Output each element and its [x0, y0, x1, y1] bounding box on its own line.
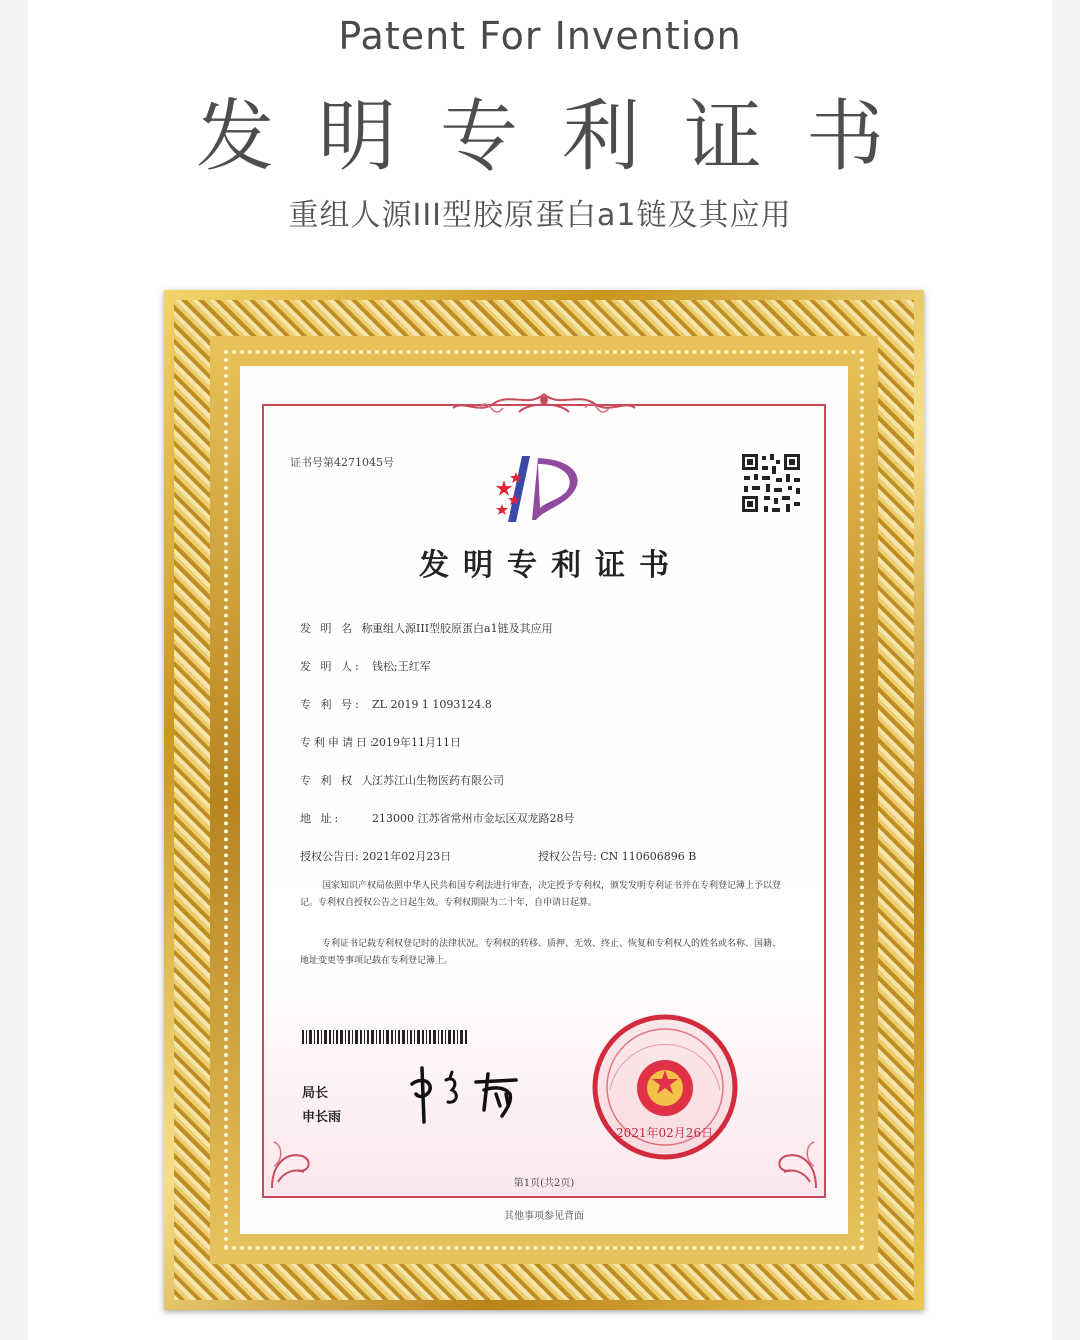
field-inventor [300, 658, 431, 674]
footer-note: 其他事项参见背面 [504, 1211, 584, 1222]
handwritten-signature-icon [406, 1060, 546, 1130]
field-patentee [300, 772, 504, 788]
field-value: 2019年11月11日 [372, 736, 461, 749]
field-invention-name [300, 620, 553, 636]
patent-certificate [240, 366, 848, 1234]
field-value: 钱松;王红军 [372, 660, 431, 673]
certificate-title: 发明专利证书 [419, 548, 683, 583]
certificate-number: 证书号第4271045号 [290, 456, 394, 469]
field-application-date [300, 734, 461, 750]
grant-number: 授权公告号: CN 110606896 B [538, 850, 697, 863]
chief-name: 申长雨 [302, 1110, 342, 1125]
patent-subtitle: 重组人源III型胶原蛋白a1链及其应用 [288, 198, 792, 233]
field-address [300, 810, 574, 826]
certificate-paragraph-1: 国家知识产权局依照中华人民共和国专利法进行审查，决定授予专利权，颁发发明专利证书并在专利登记簿上予以登记。专利权自授权公告之日起生效。专利权期限为二十年，自申请日起算。 [300, 881, 782, 908]
field-label: 专 利 权 人: [300, 774, 383, 787]
patent-office-logo-icon [494, 450, 594, 526]
field-value: 重组人源III型胶原蛋白a1链及其应用 [372, 622, 553, 635]
seal-date: 2021年02月26日 [616, 1126, 714, 1140]
barcode-icon [302, 1030, 468, 1044]
field-label: 发 明 人: [300, 660, 362, 673]
field-patent-number [300, 696, 492, 712]
certificate-border [262, 404, 826, 1198]
grant-info-row [300, 848, 697, 864]
chief-title: 局长 [302, 1086, 329, 1101]
field-value: ZL 2019 1 1093124.8 [372, 698, 492, 711]
qr-code-icon [740, 452, 802, 514]
field-value: 江苏江山生物医药有限公司 [372, 774, 504, 787]
title-chinese: 发明专利证书 [195, 92, 928, 182]
gold-picture-frame [164, 290, 924, 1310]
grant-date: 授权公告日: 2021年02月23日 [300, 850, 452, 863]
field-label: 专 利 号: [300, 698, 362, 711]
page-number: 第1页(共2页) [513, 1178, 575, 1189]
top-ornament-icon [449, 390, 639, 420]
title-english: Patent For Invention [338, 14, 742, 58]
field-label: 发 明 名 称: [300, 622, 383, 635]
field-label: 地 址: [300, 812, 342, 825]
field-label: 专利申请日: [300, 736, 377, 749]
field-value: 213000 江苏省常州市金坛区双龙路28号 [372, 812, 575, 825]
certificate-paragraph-2: 专利证书记载专利权登记时的法律状况。专利权的转移、质押、无效、终止、恢复和专利权人的姓名或名称、国籍、地址变更等事项记载在专利登记簿上。 [300, 939, 782, 966]
